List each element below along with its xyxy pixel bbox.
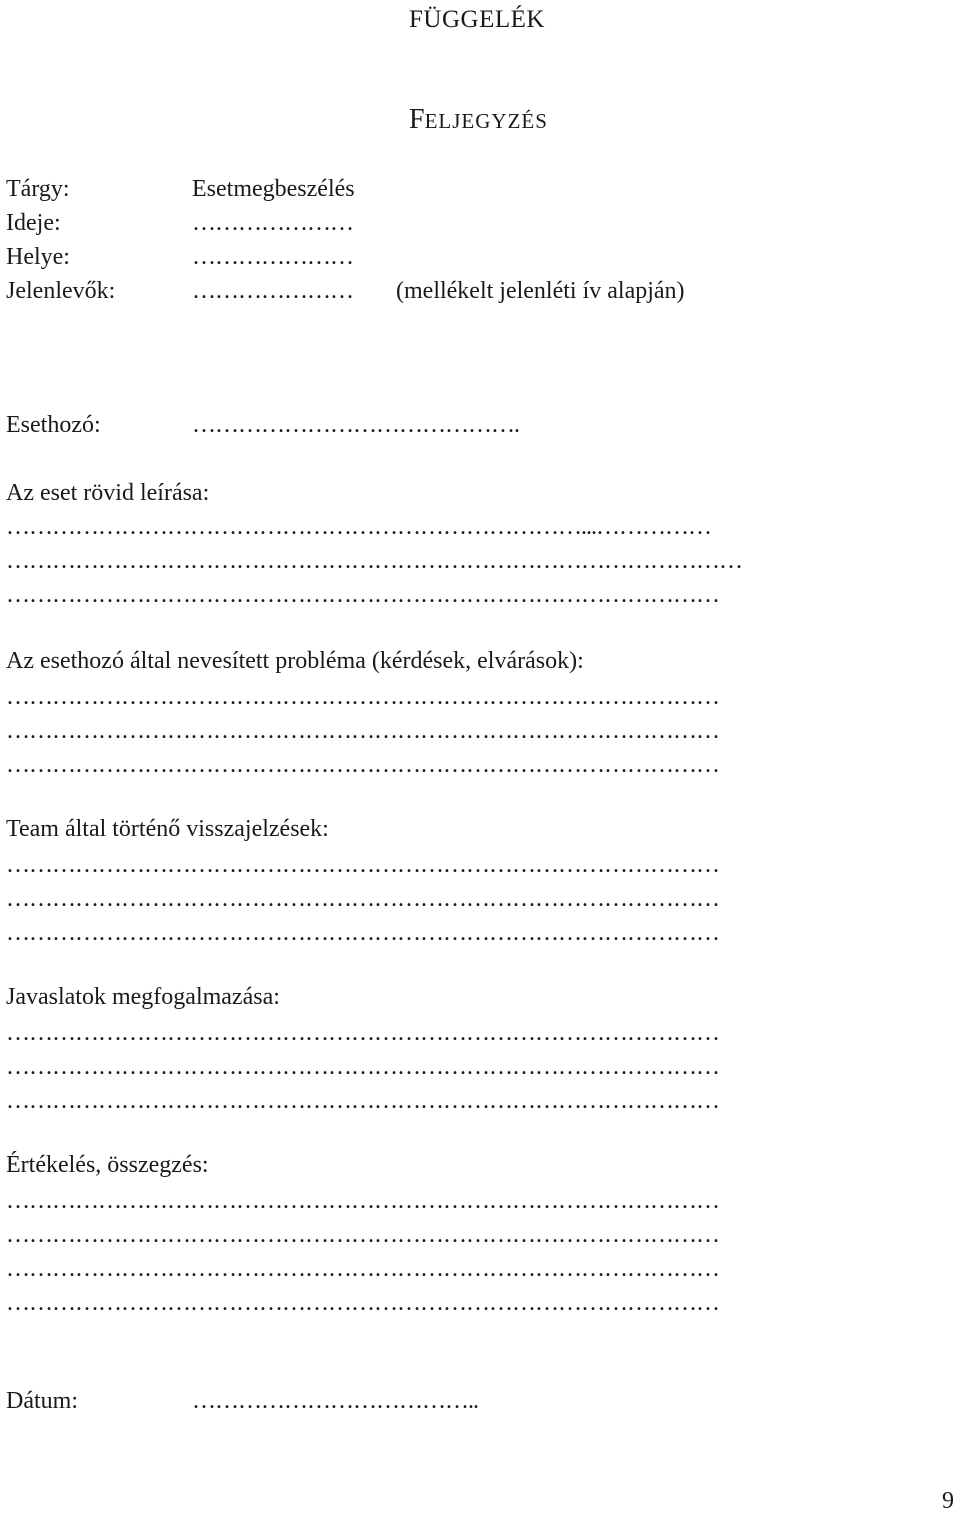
evaluation-line-2: ………………………………………………………………………………… — [6, 1222, 719, 1248]
evaluation-line-1: ………………………………………………………………………………… — [6, 1188, 719, 1214]
description-heading: Az eset rövid leírása: — [6, 480, 210, 506]
description-line-2: …………………………………………………………………………………… — [6, 548, 742, 574]
page-number: 9 — [942, 1488, 954, 1514]
date-label: Dátum: — [6, 1388, 78, 1414]
problem-heading: Az esethozó által nevesített probléma (kérdések, elvárások): — [6, 648, 584, 674]
case-presenter-label: Esethozó: — [6, 412, 101, 438]
place-label: Helye: — [6, 244, 70, 270]
attendees-label: Jelenlevők: — [6, 278, 116, 304]
attendees-value-field: ………………… — [192, 278, 353, 304]
attendees-note: (mellékelt jelenléti ív alapján) — [396, 278, 685, 304]
time-value-field: ………………… — [192, 210, 353, 236]
document-title-initial: F — [409, 104, 425, 135]
feedback-line-2: ………………………………………………………………………………… — [6, 886, 719, 912]
evaluation-line-3: ………………………………………………………………………………… — [6, 1256, 719, 1282]
description-line-3: ………………………………………………………………………………… — [6, 582, 719, 608]
document-title — [409, 104, 548, 136]
feedback-line-3: ………………………………………………………………………………… — [6, 920, 719, 946]
feedback-heading: Team által történő visszajelzések: — [6, 816, 329, 842]
problem-line-3: ………………………………………………………………………………… — [6, 752, 719, 778]
case-presenter-field: ……………………………………. — [192, 412, 519, 438]
evaluation-line-4: ………………………………………………………………………………… — [6, 1290, 719, 1316]
time-label: Ideje: — [6, 210, 61, 236]
feedback-line-1: ………………………………………………………………………………… — [6, 852, 719, 878]
suggestions-line-2: ………………………………………………………………………………… — [6, 1054, 719, 1080]
page-heading: FÜGGELÉK — [409, 6, 545, 33]
date-field: ……………………………….. — [192, 1388, 478, 1414]
problem-line-1: ………………………………………………………………………………… — [6, 684, 719, 710]
evaluation-heading: Értékelés, összegzés: — [6, 1152, 209, 1178]
suggestions-heading: Javaslatok megfogalmazása: — [6, 984, 280, 1010]
document-title-rest: ELJEGYZÉS — [424, 109, 548, 133]
subject-value: Esetmegbeszélés — [192, 176, 355, 202]
problem-line-2: ………………………………………………………………………………… — [6, 718, 719, 744]
suggestions-line-3: ………………………………………………………………………………… — [6, 1088, 719, 1114]
subject-label: Tárgy: — [6, 176, 70, 202]
place-value-field: ………………… — [192, 244, 353, 270]
description-line-1: …………………………………………………………………...…………… — [6, 514, 711, 540]
suggestions-line-1: ………………………………………………………………………………… — [6, 1020, 719, 1046]
